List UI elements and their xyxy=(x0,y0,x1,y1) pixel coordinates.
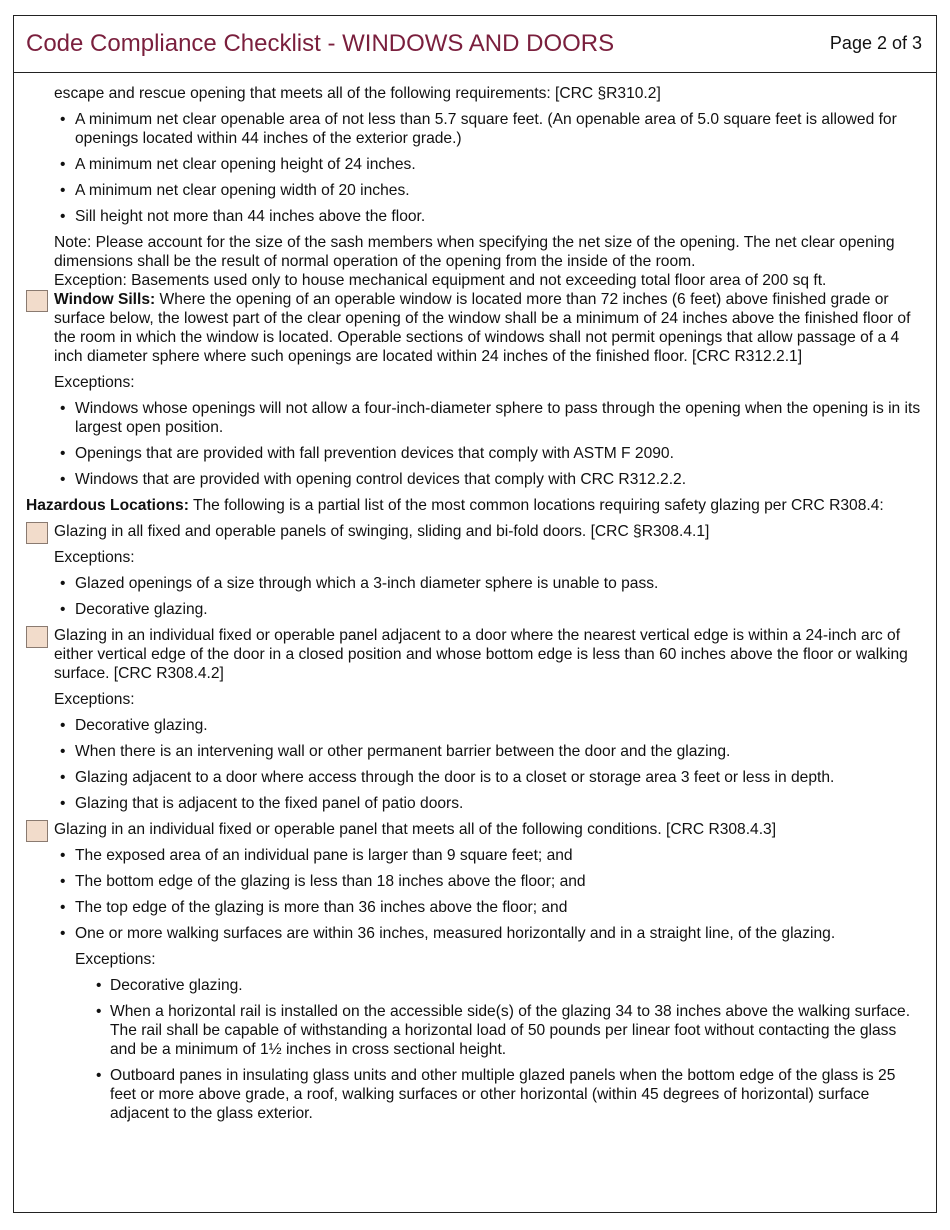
page-header xyxy=(14,16,936,73)
hazardous-text: The following is a partial list of the most common locations requiring safety glazing per CRC R308.4: xyxy=(188,497,884,514)
checklist-content xyxy=(14,73,936,1123)
escape-exception: Exception: Basements used only to house mechanical equipment and not exceeding total floor area of 200 sq ft. xyxy=(54,272,827,289)
glazing-condition: • The top edge of the glazing is more than 36 inches above the floor; and xyxy=(14,898,936,917)
glazing-doors-item xyxy=(14,522,936,541)
escape-note: Note: Please account for the size of the sash members when specifying the net size of the opening. The net clear opening dimensions shall be the result of normal operation of the opening from the inside of the room. xyxy=(54,234,895,270)
window-sills-text: Where the opening of an operable window is located more than 72 inches (6 feet) above finished grade or surface below, the lowest part of the clear opening of the window shall be a minimum of 24 inches above the finished floor of the room in which the window is located. Operable sections of windows shall not permit openings that allow passage of a 4 inch diameter sphere where such openings are located within 24 inches of the finished floor. [CRC R312.2.1] xyxy=(54,291,911,365)
glazing-adjacent-door-exception: • Glazing that is adjacent to the fixed panel of patio doors. xyxy=(14,794,936,813)
glazing-adjacent-door-exception: • When there is an intervening wall or other permanent barrier between the door and the glazing. xyxy=(14,742,936,761)
glazing-panel-exceptions-label: Exceptions: xyxy=(75,951,156,968)
glazing-adjacent-door-item xyxy=(14,626,936,683)
window-sills-exception: • Windows that are provided with opening control devices that comply with CRC R312.2.2. xyxy=(14,470,936,489)
escape-bullet: • A minimum net clear opening width of 20 inches. xyxy=(14,181,936,200)
glazing-panel-conditions-checkbox[interactable] xyxy=(26,820,48,842)
window-sills-label: Window Sills: xyxy=(54,291,156,308)
glazing-doors-exception: • Decorative glazing. xyxy=(14,600,936,619)
glazing-adjacent-door-checkbox[interactable] xyxy=(26,626,48,648)
glazing-adjacent-door-exception: • Glazing adjacent to a door where access through the door is to a closet or storage area 3 feet or less in depth. xyxy=(14,768,936,787)
glazing-adjacent-door-exceptions-label: Exceptions: xyxy=(54,691,135,708)
hazardous-locations-heading xyxy=(14,496,936,515)
glazing-doors-exception: • Glazed openings of a size through which a 3-inch diameter sphere is unable to pass. xyxy=(14,574,936,593)
glazing-condition: • One or more walking surfaces are within 36 inches, measured horizontally and in a straight line, of the glazing. xyxy=(14,924,936,943)
glazing-adjacent-door-exception: • Decorative glazing. xyxy=(14,716,936,735)
glazing-panel-conditions-item xyxy=(14,820,936,839)
window-sills-exception: • Windows whose openings will not allow a four-inch-diameter sphere to pass through the opening when the opening is in its largest open position. xyxy=(14,399,936,437)
glazing-condition: • The exposed area of an individual pane is larger than 9 square feet; and xyxy=(14,846,936,865)
glazing-panel-exception: • Decorative glazing. xyxy=(14,976,936,995)
window-sills-exceptions-label: Exceptions: xyxy=(54,374,135,391)
glazing-panel-exception: • When a horizontal rail is installed on the accessible side(s) of the glazing 34 to 38 inches above the walking surface. The rail shall be capable of withstanding a horizontal load of 50 pounds per linear foot without contacting the glass and be a minimum of 1½ inches in cross sectional height. xyxy=(14,1002,936,1059)
page-title: Code Compliance Checklist - WINDOWS AND DOORS xyxy=(26,30,615,57)
glazing-doors-text: Glazing in all fixed and operable panels of swinging, sliding and bi-fold doors. [CRC §R308.4.1] xyxy=(54,523,710,540)
escape-intro: escape and rescue opening that meets all of the following requirements: [CRC §R310.2] xyxy=(54,85,661,102)
glazing-panel-conditions-text: Glazing in an individual fixed or operable panel that meets all of the following conditions. [CRC R308.4.3] xyxy=(54,821,777,838)
escape-bullet: • Sill height not more than 44 inches above the floor. xyxy=(14,207,936,226)
hazardous-label: Hazardous Locations: xyxy=(26,497,189,514)
page-frame xyxy=(13,15,937,1213)
escape-bullet: • A minimum net clear opening height of 24 inches. xyxy=(14,155,936,174)
window-sills-item xyxy=(14,290,936,366)
page-number: Page 2 of 3 xyxy=(829,33,922,53)
escape-bullet: • A minimum net clear openable area of not less than 5.7 square feet. (An openable area of 5.0 square feet is allowed for openings located within 44 inches of the exterior grade.) xyxy=(14,110,936,148)
glazing-condition: • The bottom edge of the glazing is less than 18 inches above the floor; and xyxy=(14,872,936,891)
window-sills-exception: • Openings that are provided with fall prevention devices that comply with ASTM F 2090. xyxy=(14,444,936,463)
glazing-doors-checkbox[interactable] xyxy=(26,522,48,544)
glazing-doors-exceptions-label: Exceptions: xyxy=(54,549,135,566)
glazing-panel-exception: • Outboard panes in insulating glass units and other multiple glazed panels when the bottom edge of the glass is 25 feet or more above grade, a roof, walking surfaces or other horizontal (within 45 degrees of horizontal) surface adjacent to the glass exterior. xyxy=(14,1066,936,1123)
window-sills-checkbox[interactable] xyxy=(26,290,48,312)
glazing-adjacent-door-text: Glazing in an individual fixed or operable panel adjacent to a door where the nearest vertical edge is within a 24-inch arc of either vertical edge of the door in a closed position and whose bottom edge is less than 60 inches above the floor or walking surface. [CRC R308.4.2] xyxy=(54,627,908,682)
